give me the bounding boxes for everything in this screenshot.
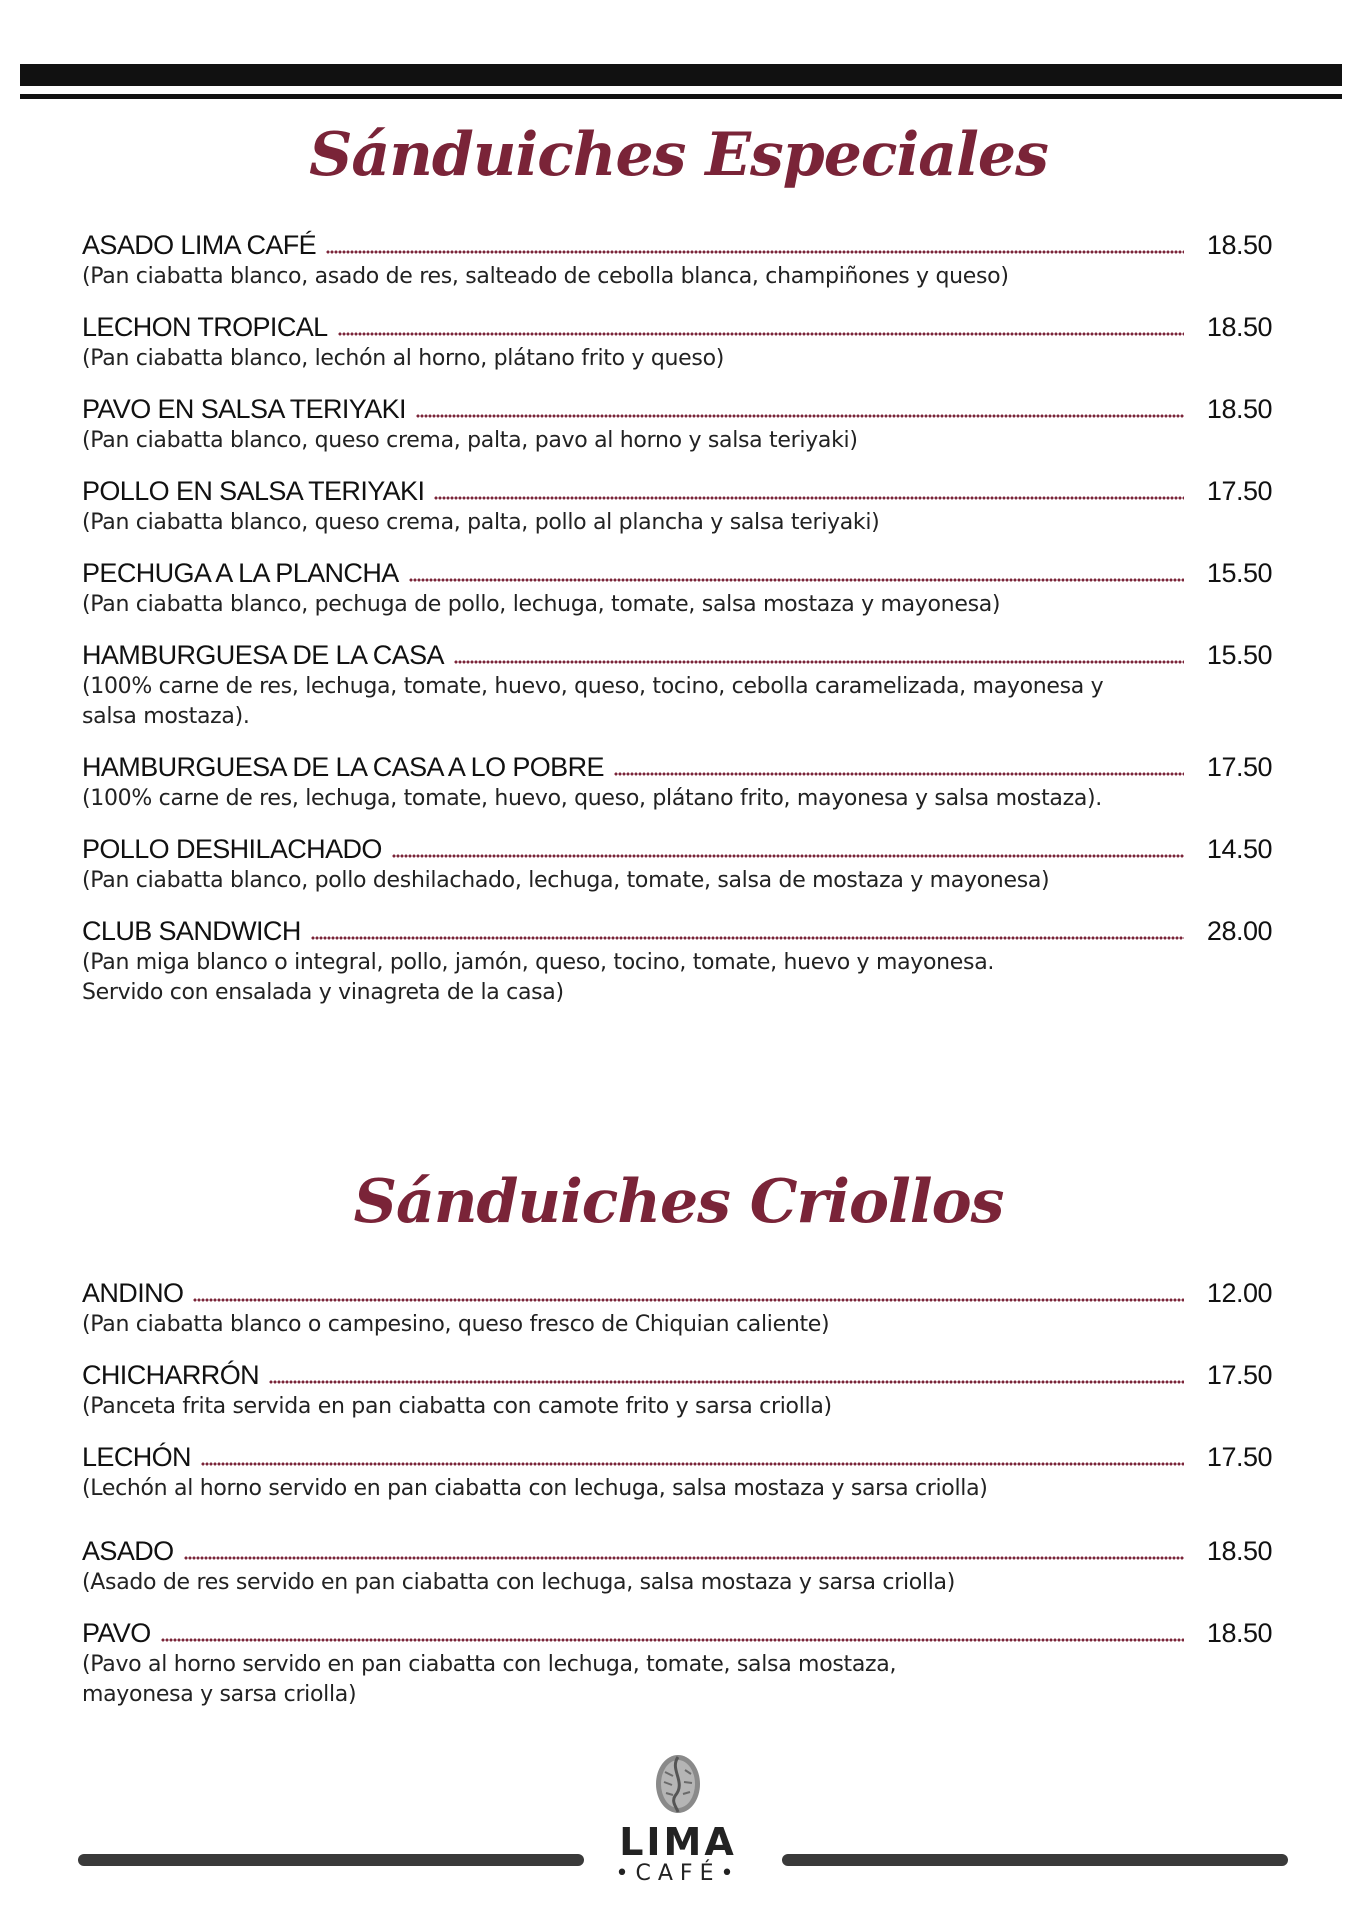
- section-title-criollos: Sánduiches Criollos: [353, 1167, 1004, 1237]
- item-name: ASADO LIMA CAFÉ: [82, 230, 317, 260]
- item-name: POLLO EN SALSA TERIYAKI: [82, 476, 425, 506]
- item-price: 15.50: [1206, 558, 1272, 588]
- item-price: 17.50: [1206, 1360, 1272, 1390]
- item-name: PECHUGA A LA PLANCHA: [82, 558, 399, 588]
- menu-item: [82, 1616, 1272, 1710]
- menu-item: [82, 914, 1272, 1008]
- footer-bar-left: [78, 1854, 584, 1866]
- menu-item: [82, 310, 1272, 374]
- dotted-leader: [409, 578, 1184, 582]
- item-name: PAVO: [82, 1618, 151, 1648]
- dotted-leader: [161, 1638, 1184, 1642]
- dotted-leader: [434, 496, 1184, 500]
- item-price: 18.50: [1206, 394, 1272, 424]
- menu-item: [82, 228, 1272, 292]
- menu-item: [82, 638, 1272, 732]
- item-description: (Pan ciabatta blanco o campesino, queso fresco de Chiquian caliente): [82, 1312, 830, 1337]
- item-description: (100% carne de res, lechuga, tomate, huevo, queso, tocino, cebolla caramelizada, mayonesa y salsa mostaza).: [82, 674, 1104, 729]
- item-description: (Pan ciabatta blanco, lechón al horno, plátano frito y queso): [82, 346, 725, 371]
- top-border-thin: [20, 94, 1342, 99]
- menu-item: [82, 1440, 1272, 1504]
- item-price: 14.50: [1206, 834, 1272, 864]
- logo-text-cafe: •CAFÉ•: [615, 1861, 741, 1886]
- footer-bar-right: [782, 1854, 1288, 1866]
- item-description: (Pan ciabatta blanco, queso crema, palta, pavo al horno y salsa teriyaki): [82, 428, 858, 453]
- menu-item: [82, 832, 1272, 896]
- dotted-leader: [392, 854, 1184, 858]
- item-description: (Pavo al horno servido en pan ciabatta con lechuga, tomate, salsa mostaza, mayonesa y sarsa criolla): [82, 1652, 897, 1707]
- item-price: 28.00: [1206, 916, 1272, 946]
- item-price: 17.50: [1206, 1442, 1272, 1472]
- dotted-leader: [326, 250, 1184, 254]
- menu-item: [82, 392, 1272, 456]
- item-description: (Asado de res servido en pan ciabatta con lechuga, salsa mostaza y sarsa criolla): [82, 1570, 956, 1595]
- menu-item: [82, 556, 1272, 620]
- dotted-leader: [311, 936, 1184, 940]
- item-description: (Pan miga blanco o integral, pollo, jamón, queso, tocino, tomate, huevo y mayonesa. Servido con ensalada y vinagreta de la casa): [82, 950, 995, 1005]
- item-description: (Pan ciabatta blanco, asado de res, salteado de cebolla blanca, champiñones y queso): [82, 264, 1009, 289]
- item-price: 15.50: [1206, 640, 1272, 670]
- item-price: 17.50: [1206, 476, 1272, 506]
- logo-text-lima: LIMA: [619, 1820, 737, 1864]
- menu-item: [82, 1276, 1272, 1340]
- dotted-leader: [416, 414, 1184, 418]
- item-description: (Pan ciabatta blanco, pechuga de pollo, lechuga, tomate, salsa mostaza y mayonesa): [82, 592, 1001, 617]
- dotted-leader: [614, 772, 1184, 776]
- dotted-leader: [338, 332, 1184, 336]
- item-description: (Lechón al horno servido en pan ciabatta con lechuga, salsa mostaza y sarsa criolla): [82, 1476, 988, 1501]
- dotted-leader: [193, 1298, 1184, 1302]
- item-description: (100% carne de res, lechuga, tomate, huevo, queso, plátano frito, mayonesa y salsa mostaza).: [82, 786, 1102, 811]
- item-name: LECHON TROPICAL: [82, 312, 328, 342]
- section-title-especiales: Sánduiches Especiales: [309, 120, 1048, 190]
- item-price: 18.50: [1206, 312, 1272, 342]
- item-name: CLUB SANDWICH: [82, 916, 301, 946]
- top-border-thick: [20, 64, 1342, 86]
- menu-item: [82, 750, 1272, 814]
- coffee-bean-icon: [651, 1752, 705, 1816]
- item-name: HAMBURGUESA DE LA CASA: [82, 640, 444, 670]
- dotted-leader: [269, 1380, 1184, 1384]
- dotted-leader: [201, 1462, 1184, 1466]
- item-price: 12.00: [1206, 1278, 1272, 1308]
- dotted-leader: [184, 1556, 1184, 1560]
- item-name: ANDINO: [82, 1278, 184, 1308]
- item-price: 18.50: [1206, 1618, 1272, 1648]
- item-description: (Pan ciabatta blanco, queso crema, palta, pollo al plancha y salsa teriyaki): [82, 510, 880, 535]
- item-name: ASADO: [82, 1536, 174, 1566]
- item-name: LECHÓN: [82, 1442, 191, 1472]
- item-name: HAMBURGUESA DE LA CASA A LO POBRE: [82, 752, 604, 782]
- item-price: 18.50: [1206, 1536, 1272, 1566]
- dotted-leader: [454, 660, 1184, 664]
- item-price: 18.50: [1206, 230, 1272, 260]
- item-name: POLLO DESHILACHADO: [82, 834, 382, 864]
- item-price: 17.50: [1206, 752, 1272, 782]
- item-name: CHICHARRÓN: [82, 1360, 260, 1390]
- menu-item: [82, 1358, 1272, 1422]
- menu-item: [82, 1534, 1272, 1598]
- item-name: PAVO EN SALSA TERIYAKI: [82, 394, 406, 424]
- menu-item: [82, 474, 1272, 538]
- item-description: (Pan ciabatta blanco, pollo deshilachado, lechuga, tomate, salsa de mostaza y mayonesa): [82, 868, 1050, 893]
- lima-cafe-logo: [608, 1752, 748, 1912]
- item-description: (Panceta frita servida en pan ciabatta con camote frito y sarsa criolla): [82, 1394, 832, 1419]
